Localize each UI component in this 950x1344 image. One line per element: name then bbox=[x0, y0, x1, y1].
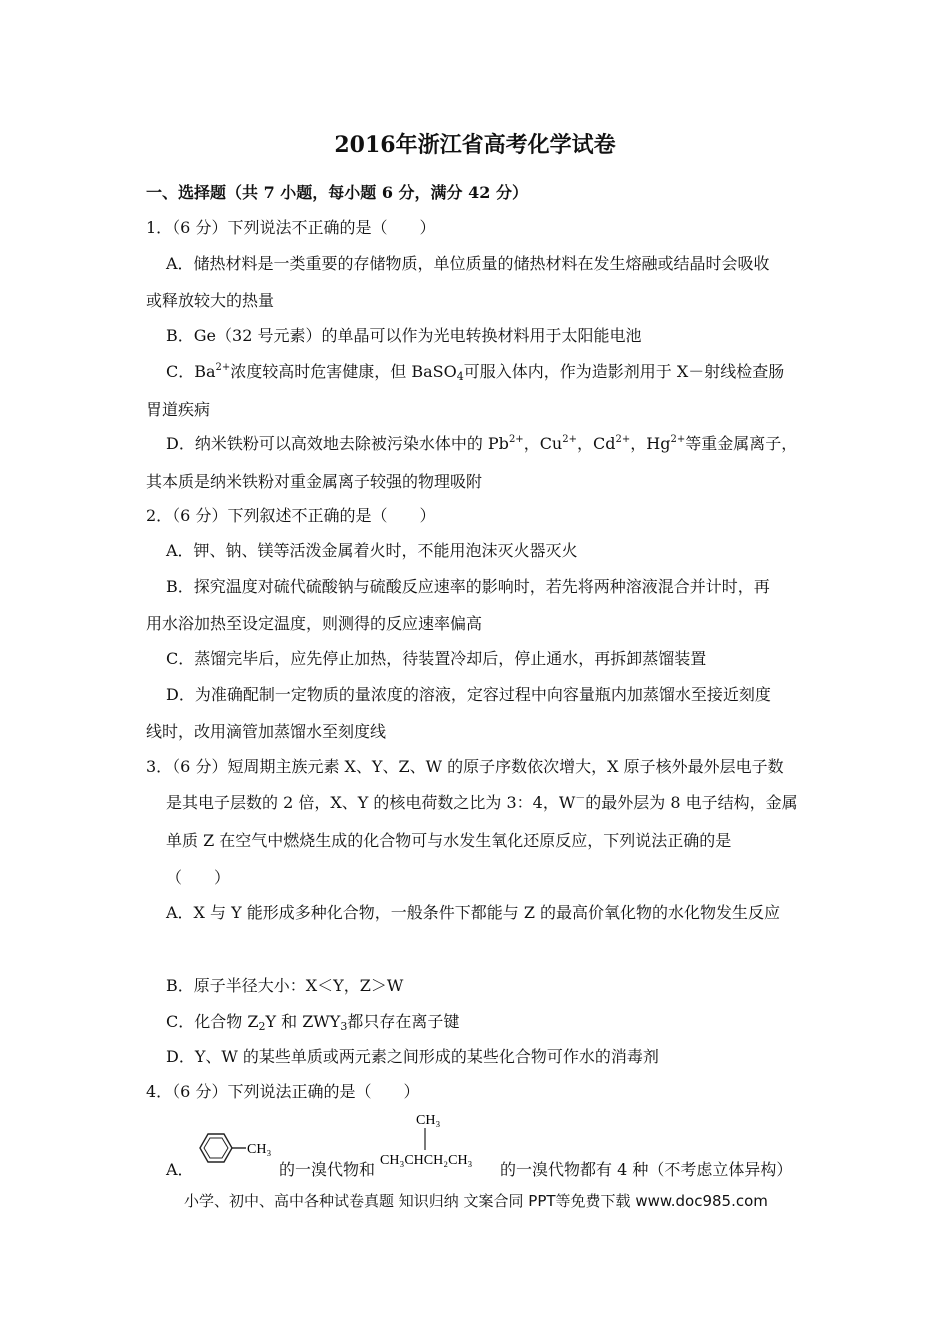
q1-option-d: D．纳米铁粉可以高效地去除被污染水体中的 $Pb^{2+}$，$Cu^{2+}$，$Cd^{2+}$，$Hg^{2+}$等重金属离子， bbox=[166, 434, 798, 453]
q2-option-d-cont: 线时，改用滴管加蒸馏水至刻度线 bbox=[146, 722, 387, 741]
section-heading: 一、选择题（共 7 小题，每小题 6 分，满分 42 分） bbox=[146, 183, 528, 202]
q2-option-d: D．为准确配制一定物质的量浓度的溶液，定容过程中向容量瓶内加蒸馏水至接近刻度 bbox=[166, 685, 771, 704]
footer-watermark: 小学、初中、高中各种试卷真题 知识归纳 文案合同 PPT等免费下载 www.doc985.com bbox=[184, 1192, 768, 1210]
question-3-stem-line4: （ ） bbox=[166, 868, 231, 887]
q1-option-d-cont: 其本质是纳米铁粉对重金属离子较强的物理吸附 bbox=[146, 472, 483, 491]
question-4-stem: 4．（6 分）下列说法正确的是（ ） bbox=[146, 1082, 420, 1101]
q4-option-a-label: A． bbox=[166, 1160, 194, 1179]
branch-methyl: CH₃ bbox=[416, 1113, 441, 1128]
q3-option-c: C．化合物 $Z_2Y$ 和 $ZWY_3$都只存在离子键 bbox=[166, 1012, 460, 1033]
q1-option-a-cont: 或释放较大的热量 bbox=[146, 291, 275, 310]
q2-option-c: C．蒸馏完毕后，应先停止加热，待装置冷却后，停止通水，再拆卸蒸馏装置 bbox=[166, 649, 707, 668]
page-title: 2016年浙江省高考化学试卷 bbox=[334, 132, 616, 158]
methyl-group: CH₃ bbox=[247, 1142, 272, 1157]
benzene-inner-ring bbox=[204, 1138, 228, 1158]
main-chain: CH₃CHCH₂CH₃ bbox=[380, 1153, 473, 1168]
q3-option-b: B．原子半径大小：X＜Y，Z＞W bbox=[166, 976, 404, 995]
q3-option-a: A．X 与 Y 能形成多种化合物，一般条件下都能与 Z 的最高价氧化物的水化物发生反应 bbox=[166, 903, 781, 922]
methylbutane-structure bbox=[378, 1106, 502, 1176]
question-3-stem-line3: 单质 Z 在空气中燃烧生成的化合物可与水发生氧化还原反应，下列说法正确的是 bbox=[166, 831, 732, 850]
q3-option-d: D．Y、W 的某些单质或两元素之间形成的某些化合物可作水的消毒剂 bbox=[166, 1047, 659, 1066]
question-3-stem: 3．（6 分）短周期主族元素 X、Y、Z、W 的原子序数依次增大，X 原子核外最外层电子数 bbox=[146, 757, 784, 776]
q2-option-b-cont: 用水浴加热至设定温度，则测得的反应速率偏高 bbox=[146, 614, 483, 633]
q2-option-b: B．探究温度对硫代硫酸钠与硫酸反应速率的影响时，若先将两种溶液混合并计时，再 bbox=[166, 577, 770, 596]
q1-option-b: B．Ge（32 号元素）的单晶可以作为光电转换材料用于太阳能电池 bbox=[166, 326, 642, 345]
q2-option-a: A．钾、钠、镁等活泼金属着火时，不能用泡沫灭火器灭火 bbox=[166, 541, 578, 560]
question-2-stem: 2．（6 分）下列叙述不正确的是（ ） bbox=[146, 506, 436, 525]
q1-option-c: C．$Ba^{2+}$浓度较高时危害健康，但 BaSO$_4$可服入体内，作为造影剂用于 X－射线检查肠 bbox=[166, 362, 785, 383]
q1-option-a: A．储热材料是一类重要的存储物质，单位质量的储热材料在发生熔融或结晶时会吸收 bbox=[166, 254, 770, 273]
toluene-structure bbox=[190, 1124, 280, 1174]
q4-option-a-mid: 的一溴代物和 bbox=[279, 1160, 376, 1179]
question-1-stem: 1．（6 分）下列说法不正确的是（ ） bbox=[146, 218, 436, 237]
q1-option-c-cont: 胃道疾病 bbox=[146, 400, 211, 419]
question-3-stem-line2: 是其电子层数的 2 倍，X、Y 的核电荷数之比为 3：4，W－的最外层为 8 电子结构，金属 bbox=[166, 793, 798, 812]
q4-option-a-post: 的一溴代物都有 4 种（不考虑立体异构） bbox=[500, 1160, 793, 1179]
